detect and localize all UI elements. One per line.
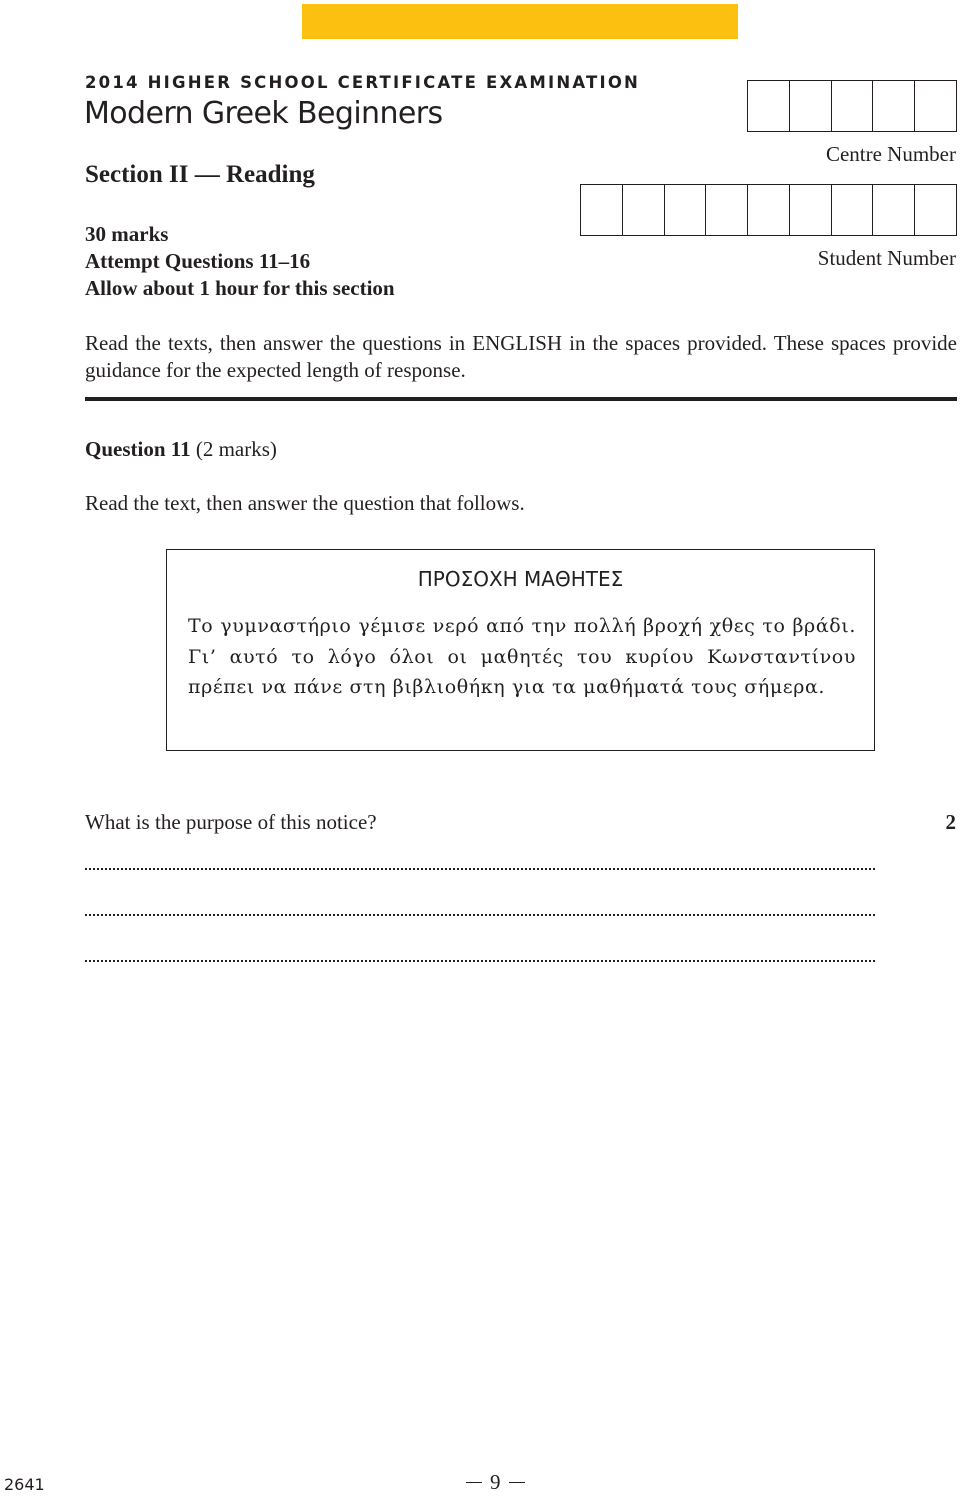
centre-number-cell[interactable] xyxy=(832,81,874,131)
student-number-cell[interactable] xyxy=(623,185,665,235)
student-number-boxes[interactable] xyxy=(580,184,957,236)
question-instruction: Read the text, then answer the question that follows. xyxy=(85,491,525,515)
student-number-cell[interactable] xyxy=(873,185,915,235)
marks-info: 30 marks xyxy=(85,222,169,246)
page-dash-left xyxy=(466,1482,482,1484)
question-marks: 2 xyxy=(945,810,956,834)
page-dash-right xyxy=(509,1482,525,1484)
student-number-cell[interactable] xyxy=(581,185,623,235)
student-number-cell[interactable] xyxy=(790,185,832,235)
divider-rule xyxy=(85,397,957,401)
student-number-cell[interactable] xyxy=(706,185,748,235)
page-number-value: 9 xyxy=(490,1470,501,1494)
answer-line[interactable] xyxy=(85,868,875,870)
question-prompt: What is the purpose of this notice? xyxy=(85,810,377,834)
student-number-cell[interactable] xyxy=(665,185,707,235)
student-number-cell[interactable] xyxy=(832,185,874,235)
subject-title: Modern Greek Beginners xyxy=(84,96,443,131)
exam-title: 2014 HIGHER SCHOOL CERTIFICATE EXAMINATION xyxy=(85,73,641,92)
centre-number-label: Centre Number xyxy=(825,142,956,166)
notice-text: Το γυμναστήριο γέμισε νερό από την πολλή βροχή χθες το βράδι. Γι’ αυτό το λόγο όλοι οι μαθητές του κυρίου Κωνσταντίνου πρέπει να πάνε στη βιβλιοθήκη για τα μαθήματά τους σήμερα. xyxy=(188,615,856,698)
section-instructions: Read the texts, then answer the questions in ENGLISH in the spaces provided. These spaces provide guidance for the expected length of response. xyxy=(85,331,957,382)
centre-number-cell[interactable] xyxy=(873,81,915,131)
question-marks-note: (2 marks) xyxy=(195,437,277,461)
attempt-info: Attempt Questions 11–16 xyxy=(85,249,311,273)
student-number-label: Student Number xyxy=(817,246,956,270)
yellow-header-bar xyxy=(302,4,738,39)
time-info: Allow about 1 hour for this section xyxy=(85,276,395,300)
question-number: Question 11 xyxy=(85,437,191,461)
question-heading xyxy=(85,437,277,462)
student-number-cell[interactable] xyxy=(915,185,956,235)
page-number xyxy=(466,1470,525,1495)
student-number-cell[interactable] xyxy=(748,185,790,235)
greek-notice-box xyxy=(166,549,875,751)
paper-code: 2641 xyxy=(4,1475,45,1494)
answer-line[interactable] xyxy=(85,960,875,962)
centre-number-cell[interactable] xyxy=(748,81,790,131)
section-title: Section II — Reading xyxy=(85,161,315,188)
centre-number-boxes[interactable] xyxy=(747,80,957,132)
answer-line[interactable] xyxy=(85,914,875,916)
centre-number-cell[interactable] xyxy=(915,81,956,131)
notice-title: ΠΡΟΣΟΧΗ ΜΑΘΗΤΕΣ xyxy=(417,567,624,591)
centre-number-cell[interactable] xyxy=(790,81,832,131)
